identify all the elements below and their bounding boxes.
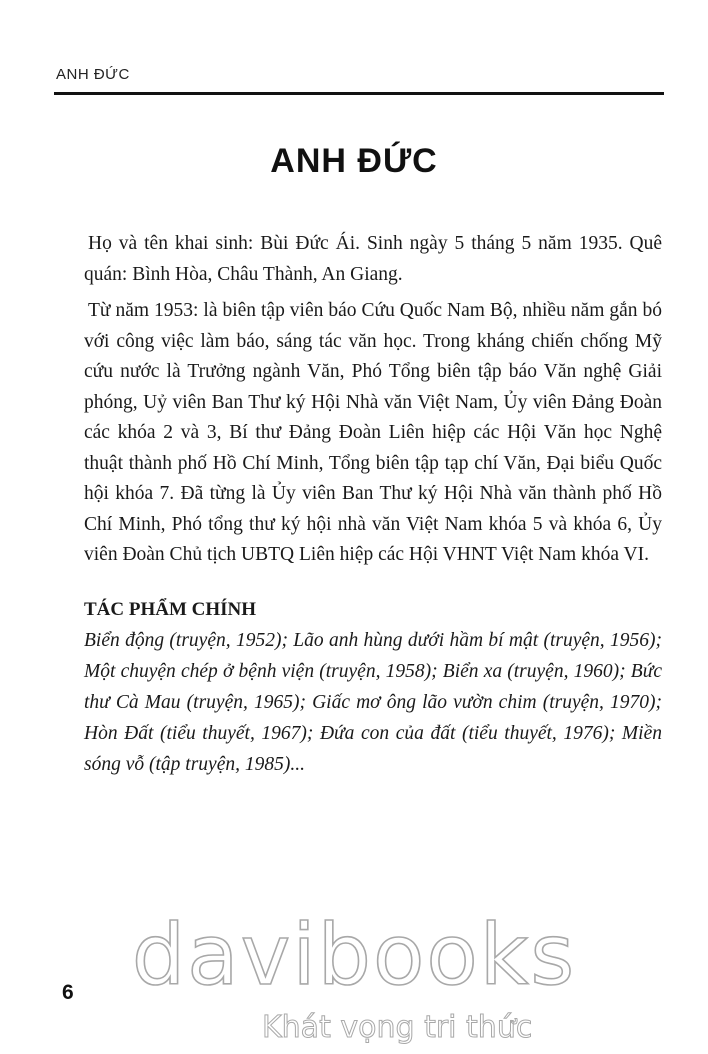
- page-number: 6: [62, 981, 74, 1004]
- birth-info-paragraph: Họ và tên khai sinh: Bùi Đức Ái. Sinh ngày 5 tháng 5 năm 1935. Quê quán: Bình Hòa, Châu Thành, An Giang.: [84, 233, 662, 285]
- header-rule: [54, 92, 664, 95]
- works-list: Biển động (truyện, 1952); Lão anh hùng dưới hầm bí mật (truyện, 1956); Một chuyện chép ở bệnh viện (truyện, 1958); Biển xa (truyện, 1960); Bức thư Cà Mau (truyện, 1965); Giấc mơ ông lão vườn chim (truyện, 1970); Hòn Đất (tiểu thuyết, 1967); Đứa con của đất (tiểu thuyết, 1976); Miền sóng vỗ (tập truyện, 1985)...: [84, 629, 662, 775]
- works-heading: TÁC PHẨM CHÍNH: [84, 598, 257, 620]
- watermark-brand: davibooks: [131, 906, 577, 1004]
- career-paragraph: Từ năm 1953: là biên tập viên báo Cứu Quốc Nam Bộ, nhiều năm gắn bó với công việc làm báo, sáng tác văn học. Trong kháng chiến chống Mỹ cứu nước là Trưởng ngành Văn, Phó Tổng biên tập báo Văn nghệ Giải phóng, Uỷ viên Ban Thư ký Hội Nhà văn Việt Nam, Ủy viên Đảng Đoàn các khóa 2 và 3, Bí thư Đảng Đoàn Liên hiệp các Hội Văn học Nghệ thuật thành phố Hồ Chí Minh, Tổng biên tập tạp chí Văn, Đại biểu Quốc hội khóa 7. Đã từng là Ủy viên Ban Thư ký Hội Nhà văn thành phố Hồ Chí Minh, Phó tổng thư ký hội nhà văn Việt Nam khóa 5 và khóa 6, Ủy viên Đoàn Chủ tịch UBTQ Liên hiệp các Hội VHNT Việt Nam khóa VI.: [84, 300, 662, 565]
- page-title: ANH ĐỨC: [270, 142, 438, 180]
- article-body: [84, 229, 662, 780]
- running-header: ANH ĐỨC: [56, 66, 130, 83]
- watermark-slogan: Khát vọng tri thức: [262, 1010, 533, 1045]
